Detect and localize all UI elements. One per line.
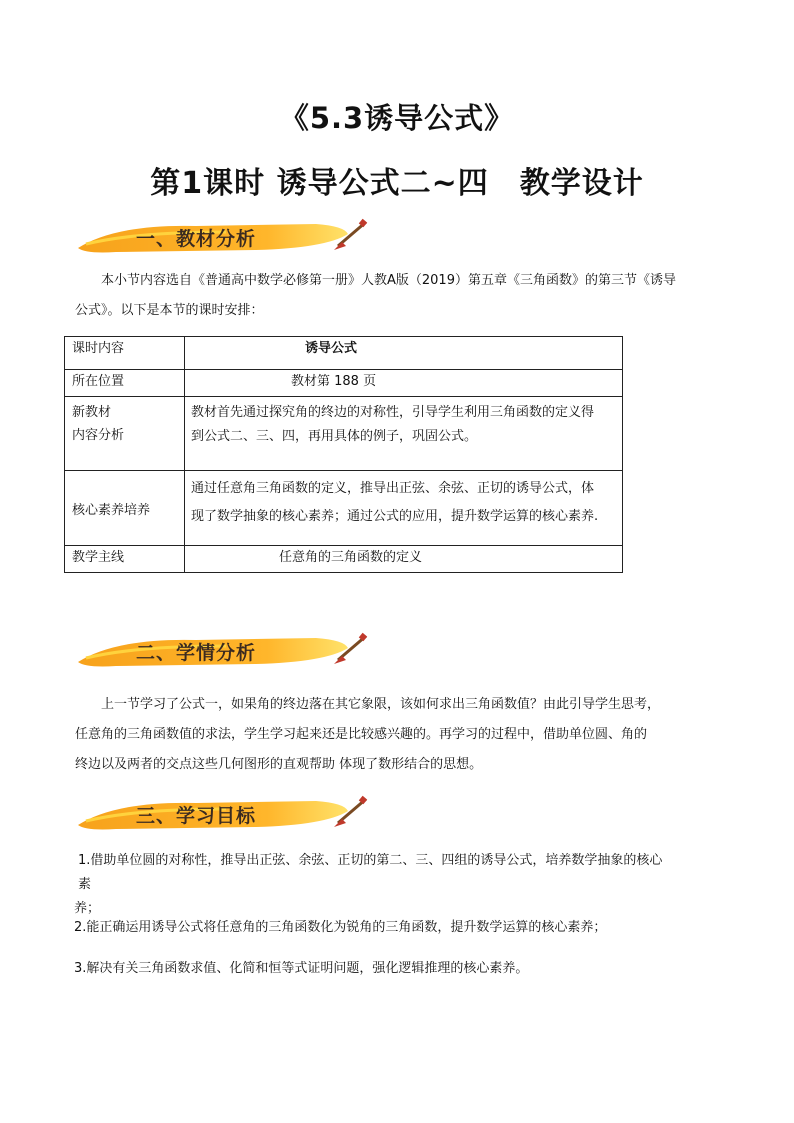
goal-item-1: 1.借助单位圆的对称性，推导出正弦、余弦、正切的第二、三、四组的诱导公式，培养数学抽象的核心素 养；: [74, 853, 663, 916]
table-row: [65, 471, 623, 546]
table-value: 教材第 188 页: [291, 374, 377, 389]
table-label: 新教材: [72, 405, 112, 420]
table-value: 教材首先通过探究角的终边的对称性，引导学生利用三角函数的定义得: [191, 405, 595, 420]
table-label: 所在位置: [72, 374, 125, 389]
goal-item-3: 3.解决有关三角函数求值、化简和恒等式证明问题，强化逻辑推理的核心素养。: [74, 961, 529, 976]
table-label: 内容分析: [72, 428, 125, 443]
table-label: 课时内容: [72, 341, 125, 356]
table-row: [65, 397, 623, 471]
table-value: 诱导公式: [305, 341, 358, 356]
table-label: 教学主线: [72, 550, 125, 565]
table-value: 到公式二、三、四，再用具体的例子，巩固公式。: [191, 429, 478, 444]
table-row: [65, 337, 623, 370]
intro-line-1: 本小节内容选自《普通高中数学必修第一册》人教A版（2019）第五章《三角函数》的第三节《诱导: [101, 273, 676, 288]
document-title: 《5.3诱导公式》: [279, 101, 515, 135]
analysis-line-3: 终边以及两者的交点这些几何图形的直观帮助 体现了数形结合的思想。: [75, 757, 483, 772]
table-label: 核心素养培养: [72, 502, 151, 518]
intro-paragraph: [75, 266, 725, 326]
lesson-info-table: [64, 336, 623, 573]
analysis-line-1: 上一节学习了公式一，如果角的终边落在其它象限，该如何求出三角函数值？由此引导学生思考，: [101, 697, 661, 712]
table-value: 任意角的三角函数的定义: [279, 550, 423, 565]
section-title-3: 三、学习目标: [136, 805, 257, 827]
analysis-paragraph: [75, 690, 725, 780]
intro-line-2: 公式》。以下是本节的课时安排：: [75, 303, 264, 318]
section-title-1: 一、教材分析: [136, 228, 257, 250]
table-row: [65, 370, 623, 397]
section-title-2: 二、学情分析: [136, 642, 257, 664]
section-banner-2: [76, 632, 376, 672]
table-row: [65, 546, 623, 573]
table-value: 通过任意角三角函数的定义，推导出正弦、余弦、正切的诱导公式，体: [191, 481, 595, 496]
section-banner-3: [76, 795, 376, 835]
document-subtitle: 第1课时 诱导公式二~四 教学设计: [150, 166, 644, 201]
section-banner-1: [76, 218, 376, 258]
goal-item-2: 2.能正确运用诱导公式将任意角的三角函数化为锐角的三角函数，提升数学运算的核心素养；: [74, 920, 607, 935]
table-value: 现了数学抽象的核心素养；通过公式的应用，提升数学运算的核心素养.: [191, 509, 599, 524]
analysis-line-2: 任意角的三角函数值的求法，学生学习起来还是比较感兴趣的。再学习的过程中，借助单位圆、角的: [75, 727, 648, 742]
